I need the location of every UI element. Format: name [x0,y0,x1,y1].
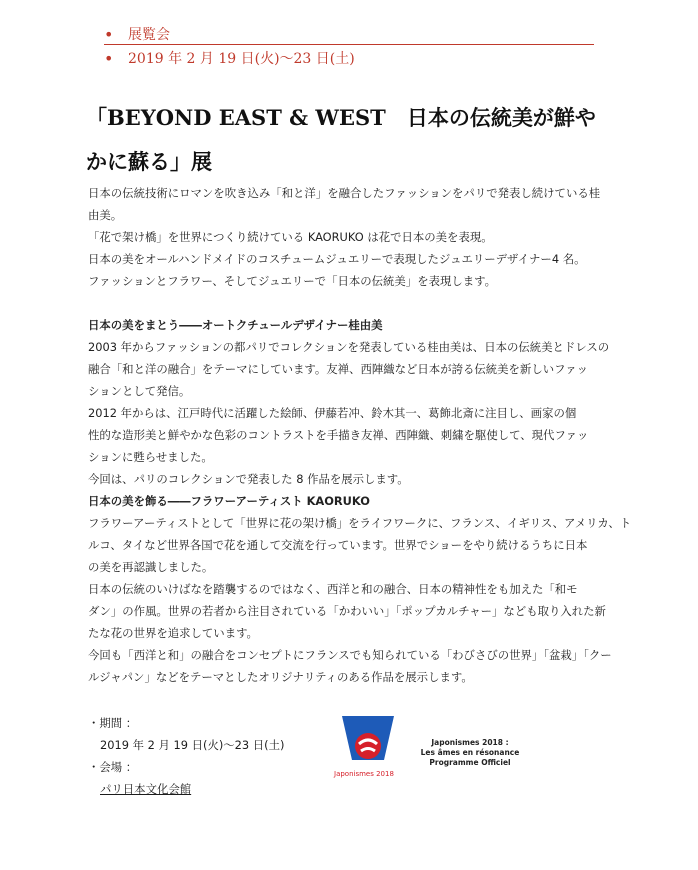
title-line-1: 「BEYOND EAST & WEST 日本の伝統美が鮮や [86,105,596,130]
intro-line: 由美。 [88,208,123,222]
venue-label: ・会場 ： [88,760,138,774]
section-line: フラワーアーティストとして「世界に花の架け橋」をライフワークに、フランス、イギリス、アメリカ、ト [88,516,632,530]
programme-tagline [410,738,530,768]
header-date: 2019 年 2 月 19 日(火)〜23 日(土) [128,51,355,67]
section-line: ションとして発信。 [88,384,191,398]
tagline-line: Programme Officiel [429,758,511,767]
section-line: 今回は、パリのコレクションで発表した 8 作品を展示します。 [88,472,409,486]
intro-line: 日本の美をオールハンドメイドのコスチュームジュエリーで表現したジュエリーデザイナー4 名。 [88,252,586,266]
header-label: 展覧会 [128,27,170,43]
section-line: ルコ、タイなど世界各国で花を通して交流を行っています。世界でショーをやり続けるうちに日本 [88,538,588,552]
title-line-2: かに蘇る」展 [86,149,212,174]
intro-paragraph [88,182,618,292]
period-value: 2019 年 2 月 19 日(火)〜23 日(土) [100,738,285,752]
section-line: ダン」の作風。世界の若者から注目されている「かわいい」「ポップカルチャー」なども取り入れた新 [88,604,606,618]
period-label: ・期間 ： [88,716,138,730]
intro-line: ファッションとフラワー、そしてジュエリーで「日本の伝統美」を表現します。 [88,274,497,288]
section-heading: 日本の美をまとう――オートクチュールデザイナー桂由美 [88,318,383,332]
section-line: 性的な造形美と鮮やかな色彩のコントラストを手描き友禅、西陣織、刺繍を駆使して、現代ファッ [88,428,589,442]
tagline-line: Les âmes en résonance [420,748,520,757]
header-divider [104,44,594,45]
bullet-icon: • [104,25,114,44]
section-katsura [88,314,618,490]
intro-line: 「花で架け橋」を世界につくり続けている KAORUKO は花で日本の美を表現。 [88,230,493,244]
section-kaoruko [88,490,632,688]
section-line: 日本の伝統のいけばなを踏襲するのではなく、西洋と和の融合、日本の精神性をも加えた「和モ [88,582,578,596]
section-line: 2003 年からファッションの都パリでコレクションを発表している桂由美は、日本の伝統美とドレスの [88,340,610,354]
logo-caption: Japonismes 2018 [334,770,394,778]
section-line: 融合「和と洋の融合」をテーマにしています。友禅、西陣織など日本が誇る伝統美を新しいファッ [88,362,589,376]
section-line: ルジャパン」などをテーマとしたオリジナリティのある作品を展示します。 [88,670,473,684]
page-title [86,96,646,184]
section-heading: 日本の美を飾る――フラワーアーティスト KAORUKO [88,494,370,508]
bullet-icon: • [104,49,114,68]
section-line: 今回も「西洋と和」の融合をコンセプトにフランスでも知られている「わびさびの世界」「盆栽」「クー [88,648,612,662]
intro-line: 日本の伝統技術にロマンを吹き込み「和と洋」を融合したファッションをパリで発表し続けている桂 [88,186,601,200]
section-line: ションに甦らせました。 [88,450,213,464]
tagline-line: Japonismes 2018 : [431,738,509,747]
section-line: 2012 年からは、江戸時代に活躍した絵師、伊藤若冲、鈴木其一、葛飾北斎に注目し、画家の個 [88,406,577,420]
section-line: たな花の世界を追求しています。 [88,626,258,640]
event-info [88,712,328,800]
exhibition-header [104,24,594,72]
section-line: の美を再認識しました。 [88,560,214,574]
venue-value: パリ日本文化会館 [100,782,192,796]
